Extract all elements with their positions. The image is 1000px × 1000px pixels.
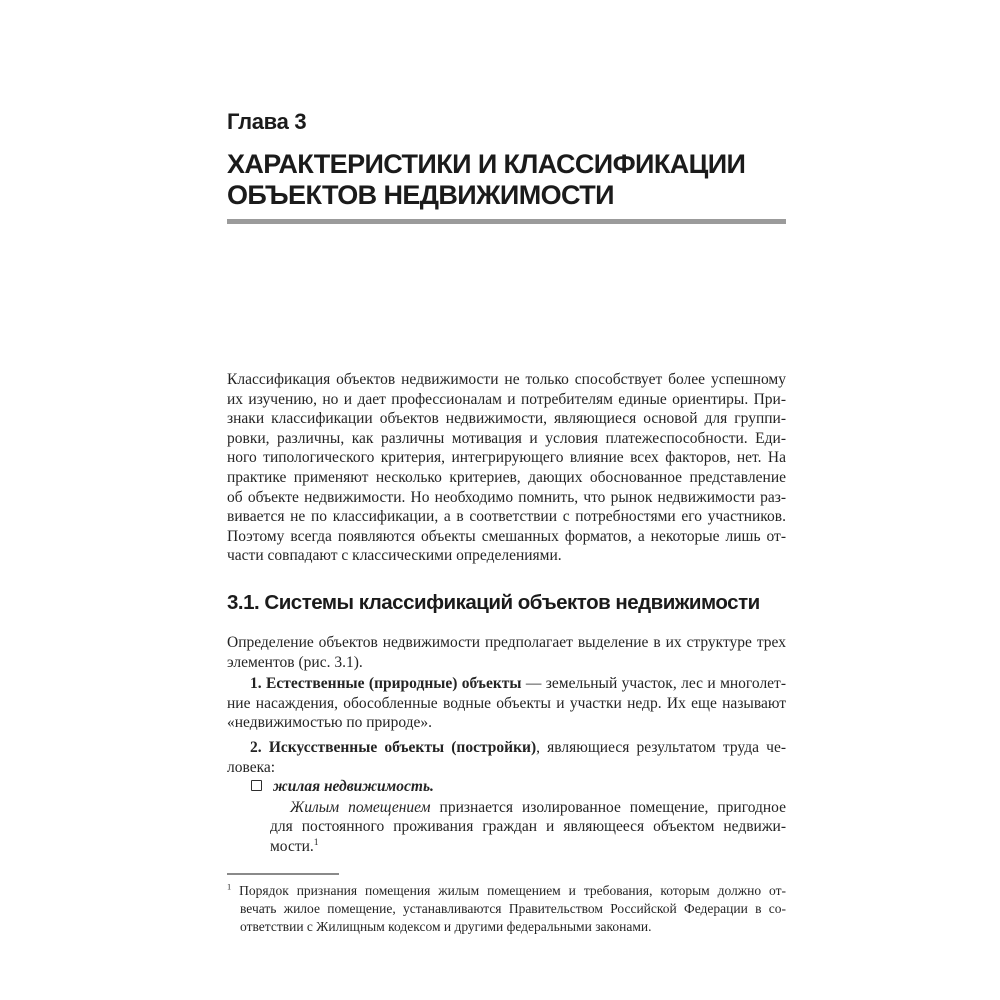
book-page [227,0,786,936]
section-heading-3-1: 3.1. Системы классификаций объектов недвижимости [227,590,760,614]
square-bullet-icon [251,780,262,791]
chapter-title-line-1: ХАРАКТЕРИСТИКИ И КЛАССИФИКАЦИИ [227,149,746,179]
title-underline-bar [227,219,786,224]
footnote-divider [227,873,339,875]
dwelling-definition-paragraph: Жилым помещением признается изолированное помещение, пригодное для постоянного проживания граждан и являющееся объектом недвижи- мости.$^1$ [270,798,786,855]
chapter-label: Глава 3 [227,109,307,134]
natural-objects-paragraph: 1. Естественные (природные) объекты — земельный участок, лес и многолет- ние насаждения, обособленные водные объекты и участки недр. Их еще называют «недвижимостью по природе». [227,675,786,732]
intro-paragraph: Классификация объектов недвижимости не только способствует более успешному их изучению, но и дает профессионалам и потребителям единые ориентиры. При- знаки классификации объектов недвижимости, являющиеся основой для группи- ровки, различны, как различны мотивация и условия платежеспособности. Еди- ного типологического критерия, интегрирующего влияние всех факторов, нет. На практике применяют несколько критериев, дающих обоснованное представление об объекте недвижимости. Но необходимо помнить, что рынок недвижимости раз- вивается не по классификации, а в соответствии с потребностями его участников. Поэтому всегда появляются объекты смешанных форматов, а некоторые лишь от- части совпадают с классическими определениями. [227,371,786,565]
overview-paragraph: Определение объектов недвижимости предполагает выделение в их структуре трех элементов (рис. 3.1). [227,633,786,671]
list-item-residential [251,777,786,797]
footnote: $^1$ Порядок признания помещения жилым помещением и требования, которым должно от- вечать жилое помещение, устанавливаются Правительством Российской Федерации в со- ответствии с Жилищным кодексом и другими федеральными законами. [227,882,786,935]
artificial-objects-paragraph: 2. Искусственные объекты (постройки), являющиеся результатом труда че- ловека: [227,738,786,776]
chapter-title [227,149,786,211]
chapter-title-line-2: ОБЪЕКТОВ НЕДВИЖИМОСТИ [227,180,614,210]
list-item-label: жилая недвижимость. [273,778,434,796]
